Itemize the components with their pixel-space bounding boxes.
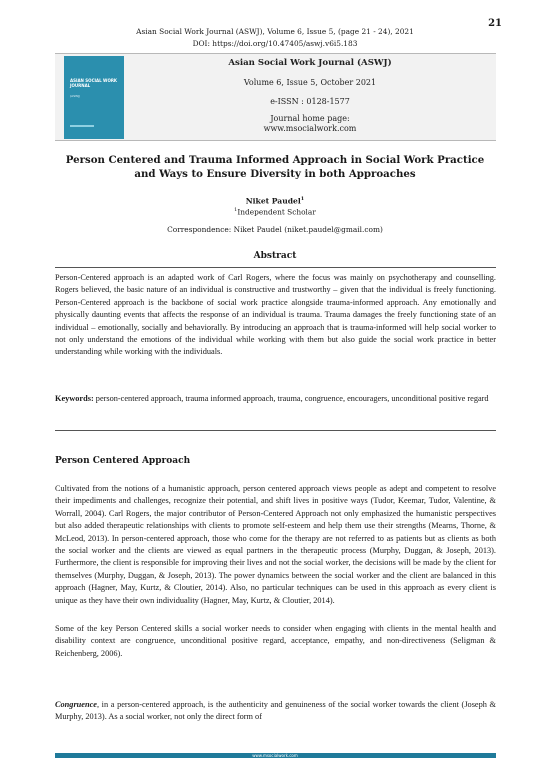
author-superscript: 1 (300, 196, 305, 202)
keywords-label: Keywords: (55, 394, 94, 403)
homepage-link[interactable]: www.msocialwork.com (263, 124, 357, 133)
body-paragraph-3 (55, 699, 496, 724)
body-paragraph-2: Some of the key Person Centered skills a social worker needs to consider when engaging with clients in the mental health and disability context are congruence, unconditional positive regard, acceptance, empathy, and non-directiveness (Seligman & Reichenberg, 2006). (55, 624, 496, 658)
abstract-heading: Abstract (253, 251, 297, 261)
running-head-citation: Asian Social Work Journal (ASWJ), Volume 6, Issue 5, (page 21 - 24), 2021 (136, 27, 414, 36)
running-head-doi: DOI: https://doi.org/10.47405/aswj.v6i5.183 (192, 39, 358, 48)
journal-cover-image (64, 56, 124, 139)
keywords (55, 393, 496, 405)
keywords-list: person-centered approach, trauma informed approach, trauma, congruence, encouragers, unconditional positive regard (95, 394, 489, 403)
journal-volume: Volume 6, Issue 5, October 2021 (243, 78, 377, 87)
paragraph-3-text: , in a person-centered approach, is the authenticity and genuineness of the social worker towards the client (Joseph & Murphy, 2013). As a social worker, not only the direct form of (55, 700, 496, 722)
correspondence: Correspondence: Niket Paudel (niket.paudel@gmail.com) (167, 225, 383, 234)
page-number: 21 (488, 18, 502, 29)
body-paragraph-1: Cultivated from the notions of a humanistic approach, person centered approach views people as adept and competent to resolve their impediments and challenges, recognize their potential, and shift lives in positive ways (Tudor, Keemar, Tudor, Valentine, & Worrall, 2004). Carl Rogers, the major contributor of Person-Centered Approach not only emphasized the humanistic perspectives but also added therapeutic relationships with clients to promote self-esteem and help them use their strengths (Mearns, Thorne, & McLeod, 2013). In person-centered approach, those who come for the therapy are not referred to as patients but as clients as both the social worker and the clients are viewed as equal partners in the therapeutic process (Murphy, Duggan, & Joseph, 2013). Furthermore, the client is responsible for improving their lives and not the social worker, the decisions will be made by the client for themselves (Murphy, Duggan, & Joseph, 2013). The power dynamics between the social worker and the client are balanced in this approach (Hagner, May, Kurtz, & Cloutier, 2014). Also, no particular techniques can be used in this approach as every client is unique as they have their own individuality (Hagner, May, Kurtz, & Cloutier, 2014). (55, 484, 496, 605)
journal-title: Asian Social Work Journal (ASWJ) (228, 58, 392, 68)
cover-title: ASIAN SOCIAL WORK JOURNAL (70, 78, 118, 88)
paper-title: Person Centered and Trauma Informed Approach in Social Work Practice and Ways to Ensure Diversity in both Approaches (65, 154, 485, 180)
affiliation: Independent Scholar (237, 207, 316, 217)
running-head (0, 26, 550, 50)
cover-tag: (ASWJ) (70, 94, 81, 98)
abstract-text: Person-Centered approach is an adapted work of Carl Rogers, where the focus was mainly on psychotherapy and counselling. Rogers believed, the basic nature of an individual is constructive and trustworthy – given that the individual is freely functioning. Person-Centered approach is the backbone of social work practice alongside trauma-informed approach. Any emotionally and physically daunting events that affects the response of an individual is trauma. Trauma damages the freely functioning state of an individual – emotionally, socially and behaviorally. By introducing an approach that is trauma-informed will help social worker to not only understand the emotions of the individual while working with them but also guide the social work practice in better understanding while working with the individuals. (55, 273, 496, 357)
term-congruence: Congruence (55, 700, 97, 709)
masthead-info (130, 56, 490, 134)
homepage-label: Journal home page: (270, 114, 350, 123)
section-heading: Person Centered Approach (55, 456, 191, 466)
author-line (0, 196, 550, 206)
author-name: Niket Paudel (245, 196, 301, 206)
abstract-bottom-rule (55, 430, 496, 431)
journal-eissn: e-ISSN : 0128-1577 (270, 97, 350, 106)
affiliation-line (0, 207, 550, 216)
footer-url[interactable]: www.msocialwork.com (252, 753, 298, 758)
affiliation-superscript: 1 (234, 207, 238, 213)
abstract-top-rule (55, 267, 496, 268)
cover-decoration (70, 125, 94, 127)
